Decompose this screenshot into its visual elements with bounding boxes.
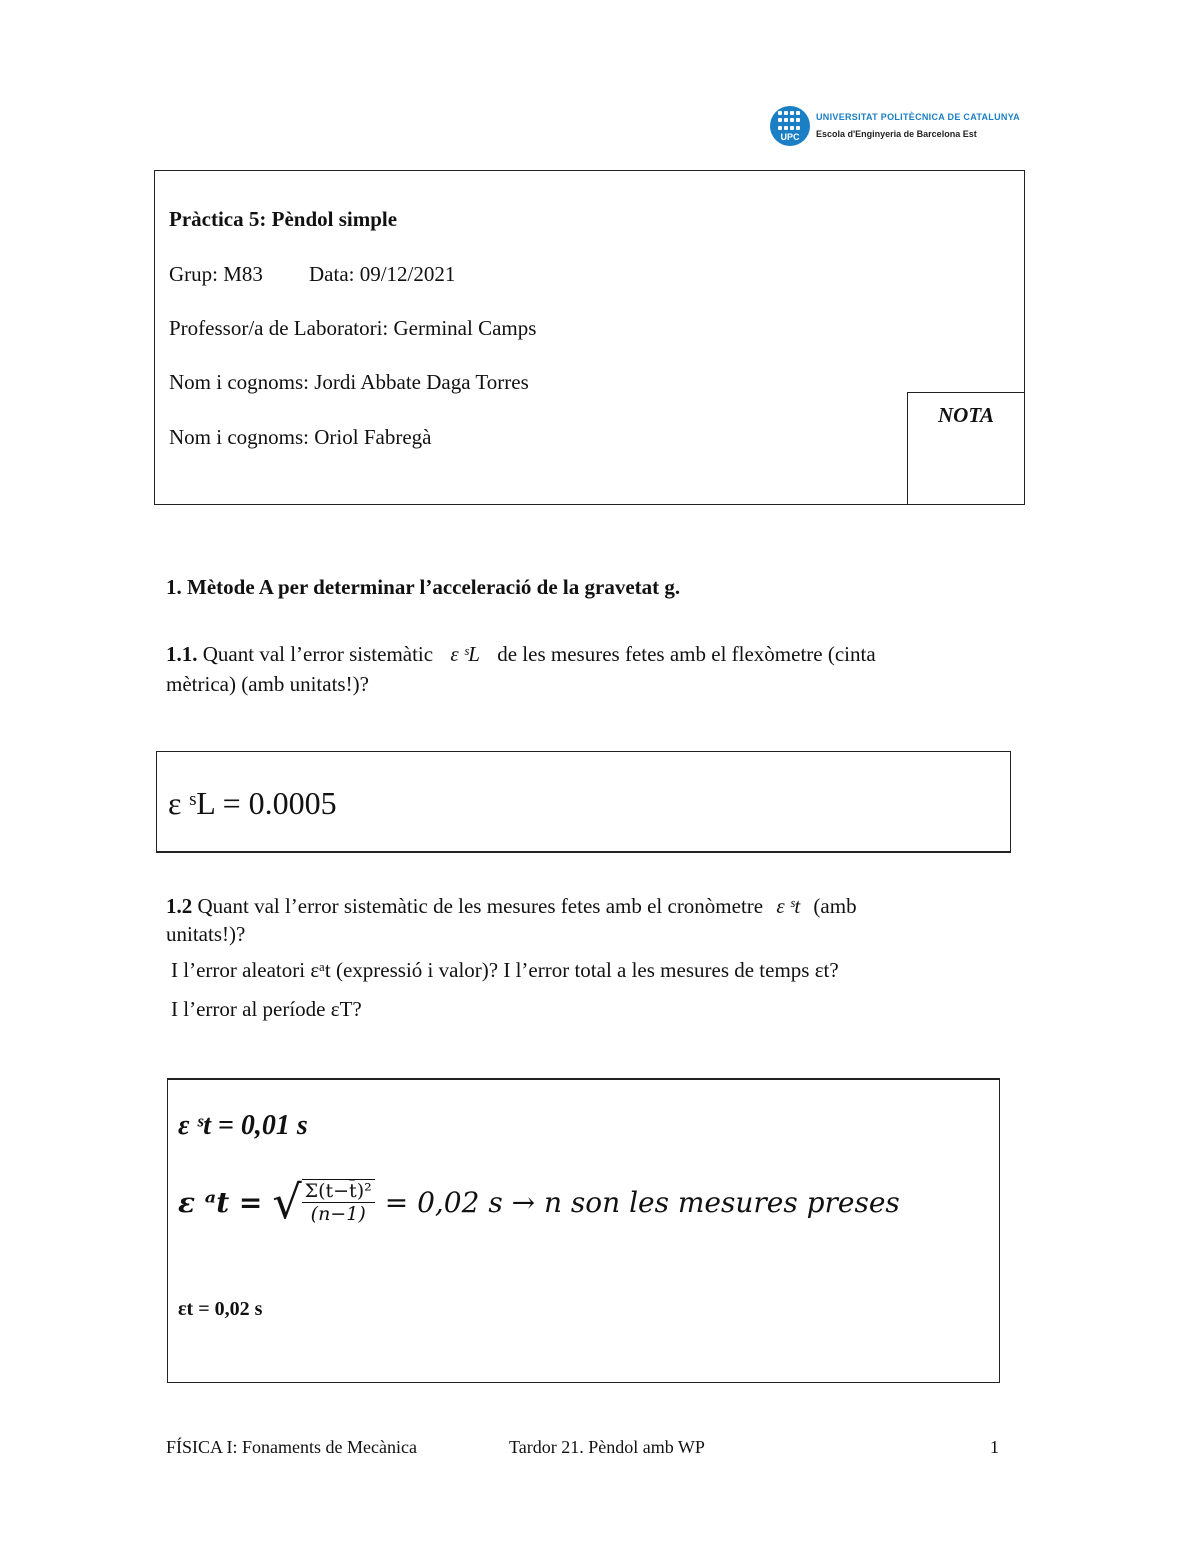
question-number: 1.2: [166, 894, 193, 918]
section-heading: 1. Mètode A per determinar l’acceleració de la gravetat g.: [166, 575, 681, 599]
random-error-lhs: ε ᵃt =: [178, 1185, 263, 1219]
nota-box: [907, 392, 1025, 505]
page-number: 1: [990, 1437, 999, 1457]
answer-random-error: [178, 1175, 900, 1229]
question-1-2-line3: I l’error al període εT?: [171, 997, 362, 1021]
question-1-2-line2: I l’error aleatori εᵃt (expressió i valor)? I l’error total a les mesures de temps εt?: [171, 958, 839, 982]
question-1-2: [166, 894, 857, 919]
fraction-numerator: Σ(t−t̄)²: [302, 1179, 375, 1203]
random-error-result: = 0,02 s → n son les mesures preses: [384, 1185, 900, 1219]
question-text: Quant val l’error sistemàtic: [202, 642, 434, 666]
fraction-denominator: (n−1): [310, 1203, 366, 1225]
epsilon-symbol: ε ˢL: [450, 642, 480, 666]
university-name: UNIVERSITAT POLITÈCNICA DE CATALUNYA: [816, 112, 1020, 122]
nota-label: NOTA: [937, 403, 994, 427]
question-number: 1.1.: [166, 642, 198, 666]
question-text: (amb: [813, 894, 857, 918]
group-label: Grup: M83: [169, 262, 263, 286]
school-name: Escola d'Enginyeria de Barcelona Est: [816, 129, 977, 139]
student-name-1: Nom i cognoms: Jordi Abbate Daga Torres: [169, 370, 529, 394]
footer-title: Tardor 21. Pèndol amb WP: [509, 1437, 705, 1457]
question-text: Quant val l’error sistemàtic de les mesures fetes amb el cronòmetre: [197, 894, 764, 918]
practice-title: Pràctica 5: Pèndol simple: [169, 207, 398, 231]
question-1-2-cont: unitats!)?: [166, 922, 246, 946]
logo-abbr: UPC: [780, 132, 800, 142]
fraction: [302, 1179, 375, 1225]
answer-total-error: εt = 0,02 s: [178, 1298, 263, 1320]
upc-logo: [770, 106, 810, 146]
epsilon-symbol: ε ˢt: [776, 894, 801, 918]
professor-label: Professor/a de Laboratori: Germinal Camps: [169, 316, 537, 340]
sqrt-icon: √: [272, 1175, 302, 1229]
student-name-2: Nom i cognoms: Oriol Fabregà: [169, 425, 432, 449]
footer-course: FÍSICA I: Fonaments de Mecànica: [166, 1437, 417, 1457]
question-text: de les mesures fetes amb el flexòmetre (cinta: [497, 642, 876, 666]
question-1-1: [166, 642, 876, 667]
question-1-1-cont: mètrica) (amb unitats!)?: [166, 672, 369, 696]
logo-dots: [778, 111, 802, 131]
answer-systematic-error: ε ˢt = 0,01 s: [178, 1110, 308, 1141]
answer-1-1: ε ˢL = 0.0005: [168, 785, 337, 821]
date-label: Data: 09/12/2021: [309, 262, 456, 286]
